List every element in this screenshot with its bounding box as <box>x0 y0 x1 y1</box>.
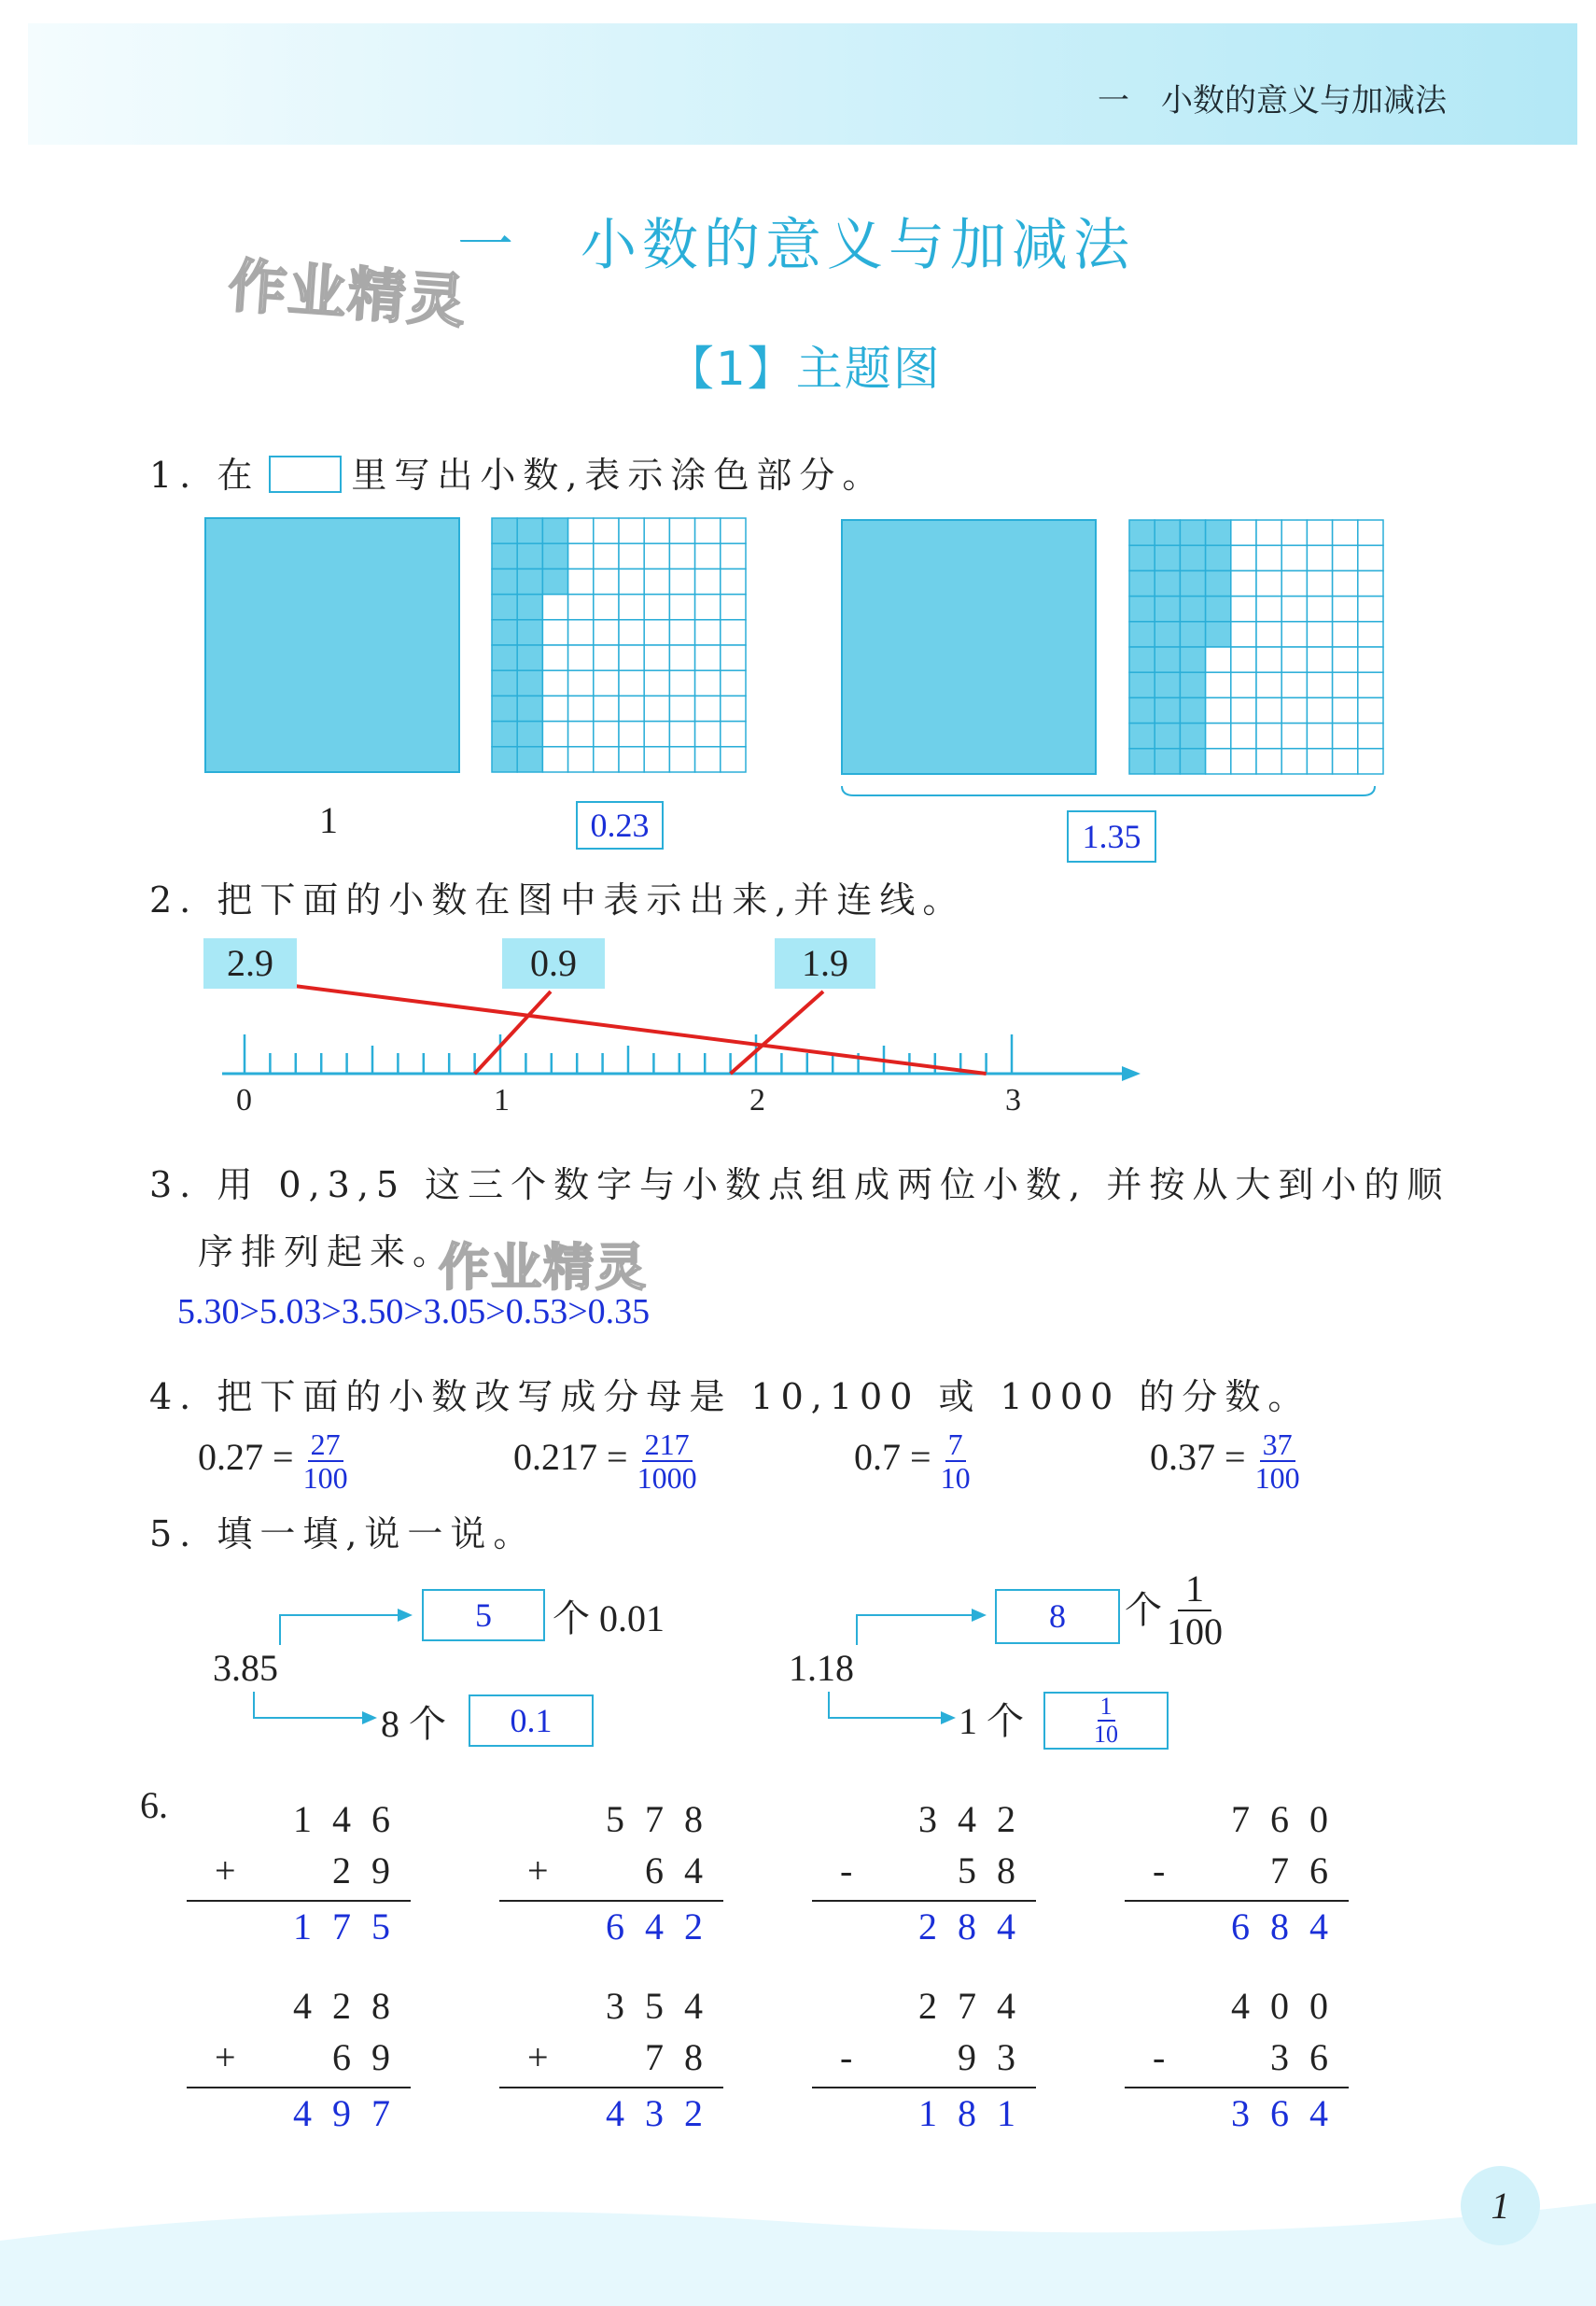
q5b-top-suffix: 个 <box>1125 1589 1162 1631</box>
calc-result[interactable]: 181 <box>918 2092 1036 2134</box>
q4-item-3: 0.7 = $\frac{7}{10}$ <box>854 1427 971 1495</box>
q5-prompt: 5. 填一填,说一说。 <box>149 1513 537 1554</box>
calc-operand-b: 36 <box>1270 2036 1349 2078</box>
q2-prompt: 2. 把下面的小数在图中表示出来,并连线。 <box>149 879 966 921</box>
decimal-box-1-9: 1.9 <box>775 938 875 989</box>
watermark-top: 作业精灵 <box>226 251 469 336</box>
q5a-number: 3.85 <box>213 1647 278 1689</box>
q4-fraction-2: $\frac{217}{1000}$ <box>637 1427 697 1495</box>
calc-line <box>499 1900 723 1902</box>
calc-problem <box>812 1984 1036 2161</box>
calc-operand-b: 76 <box>1270 1849 1349 1891</box>
q3-answer: 5.30>5.03>3.50>3.05>0.53>0.35 <box>177 1292 651 1331</box>
calc-line <box>187 2087 411 2088</box>
watermark-middle: 作业精灵 <box>439 1238 648 1297</box>
axis-label-1: 1 <box>494 1083 510 1118</box>
q5a-bottom-prefix: 8 个 <box>381 1703 446 1745</box>
q4-prompt: 4. 把下面的小数改写成分母是 10,100 或 1000 的分数。 <box>149 1376 1311 1417</box>
page-number: 1 <box>1461 2166 1540 2245</box>
q3-prompt-line1: 3. 用 0,3,5 这三个数字与小数点组成两位小数, 并按从大到小的顺 <box>149 1164 1450 1205</box>
q5b-unit-fraction: 1 100 <box>1167 1568 1223 1652</box>
q5b-top-answer: 8 <box>995 1589 1120 1644</box>
calc-problem <box>187 1984 411 2161</box>
axis-label-2: 2 <box>749 1083 765 1118</box>
calc-operand-a: 354 <box>606 1985 723 2027</box>
calc-line <box>499 2087 723 2088</box>
calc-result[interactable]: 284 <box>918 1905 1036 1947</box>
calc-line <box>187 1900 411 1902</box>
q4-fraction-4: $\frac{37}{100}$ <box>1254 1427 1300 1495</box>
calc-operator: + <box>527 2036 549 2078</box>
chapter-title: 一 小数的意义与加减法 <box>457 213 1135 278</box>
calc-result[interactable]: 432 <box>606 2092 723 2134</box>
calc-operand-a: 578 <box>606 1798 723 1840</box>
calc-operand-b: 64 <box>645 1849 723 1891</box>
calc-problem <box>187 1797 411 1975</box>
q4-item-4: 0.37 = $\frac{37}{100}$ <box>1150 1427 1300 1495</box>
calc-line <box>1125 2087 1349 2088</box>
q4-fraction-1: $\frac{27}{100}$ <box>302 1427 348 1495</box>
calc-operand-a: 274 <box>918 1985 1036 2027</box>
q1-answer-a: 0.23 <box>576 801 664 850</box>
calc-result[interactable]: 684 <box>1231 1905 1349 1947</box>
axis-label-3: 3 <box>1005 1083 1021 1118</box>
q4-item-2: 0.217 = $\frac{217}{1000}$ <box>513 1427 697 1495</box>
calc-operator: - <box>840 1849 853 1891</box>
q5a-top-suffix: 个 0.01 <box>553 1597 665 1639</box>
running-title: 一 小数的意义与加减法 <box>1098 82 1447 120</box>
calc-problem <box>499 1984 723 2161</box>
q5b-bottom-prefix: 1 个 <box>959 1700 1024 1742</box>
calc-operator: - <box>840 2036 853 2078</box>
calc-operand-a: 146 <box>293 1798 411 1840</box>
calc-result[interactable]: 364 <box>1231 2092 1349 2134</box>
q1-label-one: 1 <box>319 799 338 841</box>
calc-operator: - <box>1153 1849 1166 1891</box>
q3-prompt-line2: 序排列起来。 <box>198 1231 456 1273</box>
calc-result[interactable]: 175 <box>293 1905 411 1947</box>
calc-operator: + <box>215 1849 236 1891</box>
axis-label-0: 0 <box>236 1083 252 1118</box>
q5b-number: 1.18 <box>789 1647 854 1689</box>
calc-operand-b: 78 <box>645 2036 723 2078</box>
calc-operand-b: 93 <box>958 2036 1036 2078</box>
q6-label: 6. <box>140 1784 168 1826</box>
calc-operand-a: 400 <box>1231 1985 1349 2027</box>
calc-operand-a: 428 <box>293 1985 411 2027</box>
calc-operand-a: 342 <box>918 1798 1036 1840</box>
calc-line <box>812 1900 1036 1902</box>
calc-operand-b: 69 <box>332 2036 411 2078</box>
calc-operand-b: 58 <box>958 1849 1036 1891</box>
q4-fraction-3: $\frac{7}{10}$ <box>940 1427 971 1495</box>
calc-operand-b: 29 <box>332 1849 411 1891</box>
calc-problem <box>499 1797 723 1975</box>
calc-result[interactable]: 642 <box>606 1905 723 1947</box>
calc-operator: - <box>1153 2036 1166 2078</box>
q4-item-1: 0.27 = $\frac{27}{100}$ <box>198 1427 348 1495</box>
decimal-box-0-9: 0.9 <box>502 938 605 989</box>
calc-line <box>812 2087 1036 2088</box>
q5a-top-answer: 5 <box>422 1589 545 1641</box>
q5b-bottom-answer: $\frac{1}{10}$ <box>1043 1692 1169 1750</box>
calc-operator: + <box>215 2036 236 2078</box>
calc-operator: + <box>527 1849 549 1891</box>
calc-problem <box>1125 1797 1349 1975</box>
lesson-title: 【1】主题图 <box>667 342 942 396</box>
q1-prompt: 1. 在 里写出小数,表示涂色部分。 <box>149 455 886 496</box>
calc-line <box>1125 1900 1349 1902</box>
decimal-box-2-9: 2.9 <box>203 938 297 989</box>
calc-result[interactable]: 497 <box>293 2092 411 2134</box>
calc-operand-a: 760 <box>1231 1798 1349 1840</box>
calc-problem <box>1125 1984 1349 2161</box>
calc-problem <box>812 1797 1036 1975</box>
footer-wave <box>0 2175 1596 2306</box>
q1-answer-b: 1.35 <box>1067 810 1156 863</box>
q5a-bottom-answer: 0.1 <box>469 1694 594 1747</box>
